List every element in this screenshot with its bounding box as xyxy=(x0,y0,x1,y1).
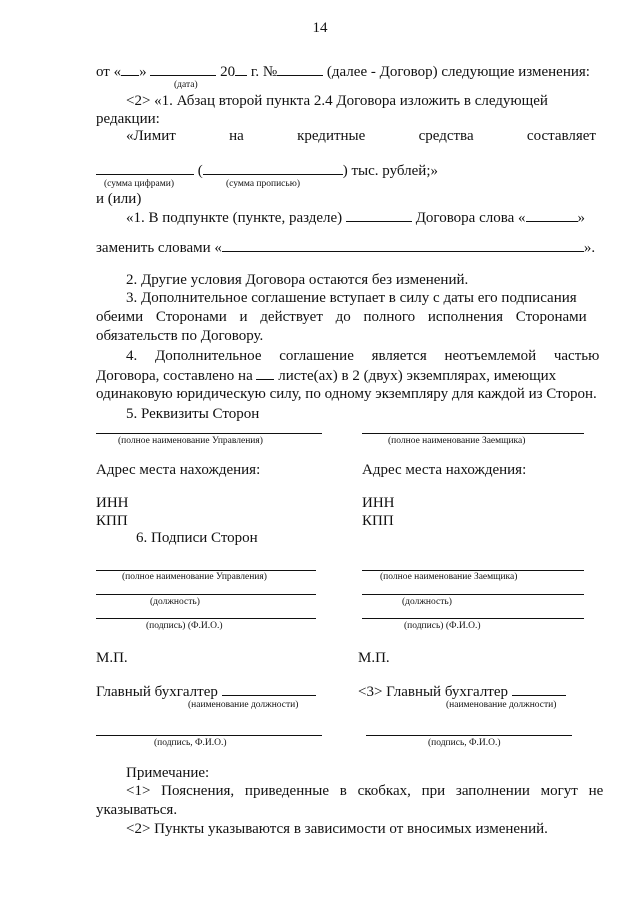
hint-sum-digits: (сумма цифрами) xyxy=(104,179,174,189)
left-address: Адрес места нахождения: xyxy=(96,462,261,478)
left-accountant-blank[interactable] xyxy=(222,682,316,696)
note-1-line-2: указываться. xyxy=(96,802,178,818)
left-signature-line[interactable] xyxy=(96,618,316,619)
month-blank[interactable] xyxy=(150,62,216,76)
left-chief-accountant: Главный бухгалтер xyxy=(96,682,316,701)
sheets-blank[interactable] xyxy=(256,366,274,380)
paragraph-6: 6. Подписи Сторон xyxy=(136,530,258,546)
date-number-line: от « » 20 г. № (далее - Договор) следующие изменения: xyxy=(96,64,590,80)
left-hint-position-name: (наименование должности) xyxy=(188,700,299,710)
right-accountant-blank[interactable] xyxy=(512,682,566,696)
right-hint-signature-fio: (подпись, Ф.И.О.) xyxy=(428,738,501,748)
left-name-line[interactable] xyxy=(96,433,322,434)
left-stamp-place: М.П. xyxy=(96,650,128,666)
year-blank[interactable] xyxy=(235,62,247,76)
left-position-line[interactable] xyxy=(96,594,316,595)
hint-sum-words: (сумма прописью) xyxy=(226,179,300,189)
paragraph-4-line-1: 4. Дополнительное соглашение является неотъемлемой частью xyxy=(126,348,600,364)
left-hint-name: (полное наименование Управления) xyxy=(118,436,263,446)
left-hint-signature-fio: (подпись, Ф.И.О.) xyxy=(154,738,227,748)
left-kpp: КПП xyxy=(96,513,128,529)
left-inn: ИНН xyxy=(96,495,129,511)
left-hint-signature: (подпись) (Ф.И.О.) xyxy=(146,621,223,631)
replace-blank[interactable] xyxy=(222,238,584,252)
redaction-text: редакции: xyxy=(96,111,160,127)
paragraph-4-line-3: одинаковую юридическую силу, по одному экземпляру для каждой из Сторон. xyxy=(96,386,597,402)
sum-line: ( ) тыс. рублей;» xyxy=(96,161,438,180)
and-or-text: и (или) xyxy=(96,191,142,207)
right-hint-name-2: (полное наименование Заемщика) xyxy=(380,572,518,582)
clause-2-line: <2> «1. Абзац второй пункта 2.4 Договора изложить в следующей xyxy=(126,93,548,109)
right-signature-fio-line[interactable] xyxy=(366,735,572,736)
right-inn: ИНН xyxy=(362,495,395,511)
note-2: <2> Пункты указываются в зависимости от вносимых изменений. xyxy=(126,821,548,837)
paragraph-5: 5. Реквизиты Сторон xyxy=(126,406,260,422)
right-address: Адрес места нахождения: xyxy=(362,462,527,478)
right-hint-position-name: (наименование должности) xyxy=(446,700,557,710)
right-hint-position: (должность) xyxy=(402,597,452,607)
paragraph-2: 2. Другие условия Договора остаются без изменений. xyxy=(126,272,469,288)
right-name-line[interactable] xyxy=(362,433,584,434)
words-blank[interactable] xyxy=(526,208,578,222)
hint-date: (дата) xyxy=(174,80,198,90)
right-hint-name: (полное наименование Заемщика) xyxy=(388,436,526,446)
replace-line: заменить словами « ». xyxy=(96,240,596,256)
paragraph-4-line-2: Договора, составлено на листе(ах) в 2 (двух) экземплярах, имеющих xyxy=(96,368,557,384)
right-sign-name-line[interactable] xyxy=(362,570,584,571)
right-chief-accountant: <3> Главный бухгалтер xyxy=(358,682,566,701)
sum-words-blank[interactable] xyxy=(203,161,343,175)
left-sign-name-line[interactable] xyxy=(96,570,316,571)
subclause-blank[interactable] xyxy=(346,208,412,222)
paragraph-3-line-2: обеими Сторонами и действует до полного исполнения Сторонами xyxy=(96,309,587,325)
right-signature-line[interactable] xyxy=(362,618,584,619)
limit-line: «Лимит на кредитные средства составляет xyxy=(126,128,596,144)
paragraph-3-line-3: обязательств по Договору. xyxy=(96,328,264,344)
sum-digits-blank[interactable] xyxy=(96,161,194,175)
subclause-line: «1. В подпункте (пункте, разделе) Договора слова « » xyxy=(126,210,586,226)
left-signature-fio-line[interactable] xyxy=(96,735,322,736)
right-stamp-place: М.П. xyxy=(358,650,390,666)
right-position-line[interactable] xyxy=(362,594,584,595)
notes-title: Примечание: xyxy=(126,765,210,781)
right-hint-signature: (подпись) (Ф.И.О.) xyxy=(404,621,481,631)
paragraph-3-line-1: 3. Дополнительное соглашение вступает в силу с даты его подписания xyxy=(126,290,577,306)
left-hint-name-2: (полное наименование Управления) xyxy=(122,572,267,582)
right-kpp: КПП xyxy=(362,513,394,529)
left-hint-position: (должность) xyxy=(150,597,200,607)
page-number: 14 xyxy=(312,20,328,36)
note-1-line-1: <1> Пояснения, приведенные в скобках, при заполнении могут не xyxy=(126,783,604,799)
number-blank[interactable] xyxy=(277,62,323,76)
day-blank[interactable] xyxy=(121,62,139,76)
